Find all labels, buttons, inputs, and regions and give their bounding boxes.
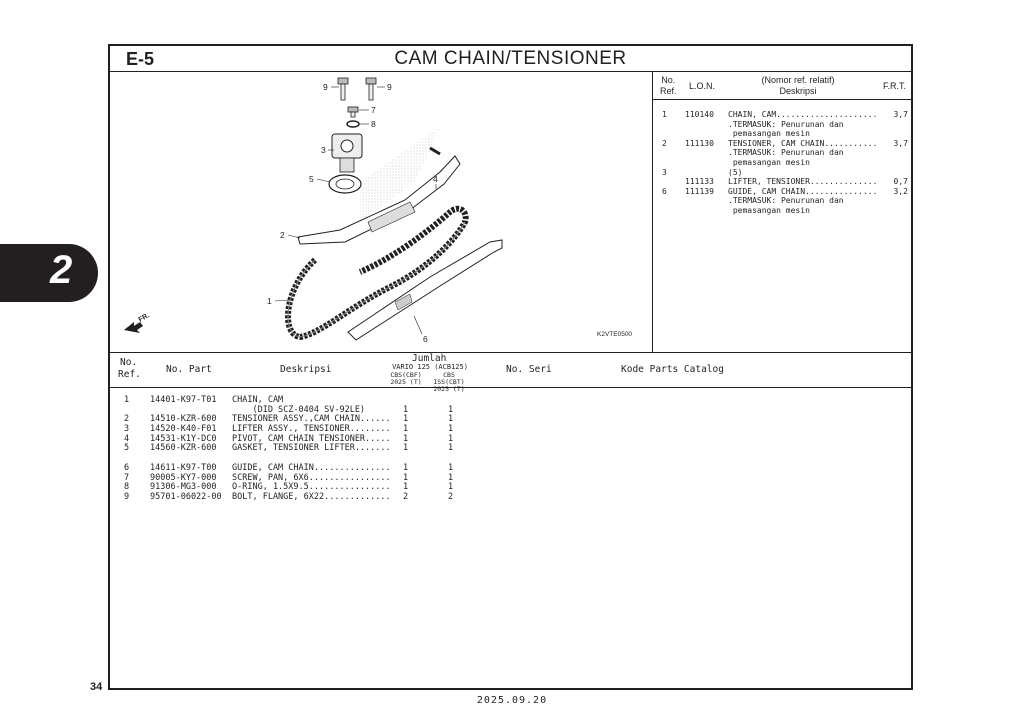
frt-value: 3,7 bbox=[893, 110, 908, 119]
o-ring bbox=[347, 121, 359, 127]
ph-variant-2 bbox=[426, 372, 472, 393]
part-ref: 9 bbox=[124, 491, 130, 502]
table-row bbox=[110, 444, 911, 454]
part-description: O-RING, 1.5X9.5................ bbox=[232, 482, 391, 493]
frt-row bbox=[653, 206, 911, 216]
part-ref: 3 bbox=[124, 424, 130, 435]
part-ref: 5 bbox=[124, 443, 130, 454]
qty-cbs: 1 bbox=[403, 482, 409, 493]
callout-6: 6 bbox=[423, 334, 428, 344]
qty-cbs-iss: 1 bbox=[448, 424, 454, 435]
print-date: 2025.09.20 bbox=[476, 695, 548, 706]
part-ref: 8 bbox=[124, 482, 130, 493]
title-row bbox=[110, 46, 911, 72]
part-ref: 7 bbox=[124, 472, 130, 483]
part-description: LIFTER ASSY., TENSIONER........ bbox=[232, 424, 391, 435]
qty-cbs-iss: 1 bbox=[448, 414, 454, 425]
frt-ref: 1 bbox=[662, 110, 667, 119]
part-number: 14401-K97-T01 bbox=[150, 395, 217, 405]
row-spacer bbox=[110, 454, 911, 464]
part-number: 14531-K1Y-DC0 bbox=[150, 433, 217, 444]
qty-cbs: 1 bbox=[403, 472, 409, 483]
exploded-diagram bbox=[110, 72, 653, 352]
part-ref: 4 bbox=[124, 433, 130, 444]
qty-cbs: 1 bbox=[403, 404, 409, 415]
illustration-code: K2VTE0500 bbox=[597, 331, 633, 338]
qty-cbs-iss: 1 bbox=[448, 472, 454, 483]
table-row bbox=[110, 474, 911, 484]
front-arrow-icon bbox=[124, 312, 151, 333]
ph-model: VARIO 125 (ACB125) bbox=[392, 363, 468, 371]
ph-no: No. bbox=[120, 357, 138, 368]
ph-desc: Deskripsi bbox=[280, 364, 332, 375]
frt-table-body bbox=[653, 110, 911, 216]
ph-v2a: CBS ISS(CBT) bbox=[433, 371, 465, 386]
frt-panel bbox=[653, 72, 911, 352]
part-number: 14520-K40-F01 bbox=[150, 424, 217, 435]
callout-9-right: 9 bbox=[387, 82, 392, 92]
frt-h-no: No. bbox=[661, 75, 676, 85]
part-description: TENSIONER ASSY.,CAM CHAIN...... bbox=[232, 414, 391, 425]
callout-1: 1 bbox=[267, 296, 272, 306]
frt-desc: pemasangan mesin bbox=[728, 129, 810, 139]
part-description: CHAIN, CAM bbox=[232, 395, 284, 405]
frt-header-frt: F.R.T. bbox=[883, 81, 907, 91]
part-ref: 2 bbox=[124, 414, 130, 425]
frt-row bbox=[653, 168, 911, 178]
callout-4: 4 bbox=[433, 174, 438, 184]
ph-catalog: Kode Parts Catalog bbox=[621, 364, 724, 375]
frt-h-desc: Deskripsi bbox=[779, 86, 817, 96]
part-number: 95701-06022-00 bbox=[150, 491, 222, 502]
ph-part: No. Part bbox=[166, 364, 212, 375]
frt-desc: TENSIONER, CAM CHAIN........... bbox=[728, 138, 878, 148]
part-number: 91306-MG3-000 bbox=[150, 482, 217, 493]
frt-value: 0,7 bbox=[893, 177, 908, 187]
frt-desc: pemasangan mesin bbox=[728, 157, 810, 167]
frt-desc: .TERMASUK: Penurunan dan bbox=[728, 119, 844, 129]
part-number: 14510-KZR-600 bbox=[150, 414, 217, 425]
page-number: 34 bbox=[90, 681, 103, 693]
part-ref: 6 bbox=[124, 462, 130, 473]
part-description: (DID SCZ-0404 SV-92LE) bbox=[232, 404, 366, 415]
frt-value: 3,2 bbox=[893, 186, 908, 196]
frt-row bbox=[653, 120, 911, 130]
bolt-right bbox=[366, 78, 376, 100]
page-title: CAM CHAIN/TENSIONER bbox=[394, 48, 627, 69]
ph-serial: No. Seri bbox=[506, 364, 552, 375]
section-tab bbox=[0, 244, 98, 302]
frt-row bbox=[653, 177, 911, 187]
ph-ref: Ref. bbox=[118, 369, 141, 380]
frt-row bbox=[653, 139, 911, 149]
part-ref: 1 bbox=[124, 395, 130, 405]
frt-lon: 111133 bbox=[685, 177, 714, 187]
frt-row bbox=[653, 187, 911, 197]
parts-table-header bbox=[110, 352, 911, 393]
frt-lon: 111139 bbox=[685, 186, 714, 196]
parts-table-body bbox=[110, 396, 911, 503]
part-number: 14560-KZR-600 bbox=[150, 443, 217, 454]
qty-cbs: 1 bbox=[403, 433, 409, 444]
ph-variant-1 bbox=[388, 372, 424, 386]
qty-cbs: 1 bbox=[403, 462, 409, 473]
frt-ref: 2 bbox=[662, 138, 667, 148]
qty-cbs-iss: 1 bbox=[448, 433, 454, 444]
part-description: GUIDE, CAM CHAIN............... bbox=[232, 462, 391, 473]
qty-cbs-iss: 2 bbox=[448, 491, 454, 502]
ph-qty: Jumlah bbox=[412, 353, 447, 364]
part-description: BOLT, FLANGE, 6X22............. bbox=[232, 491, 391, 502]
qty-cbs: 1 bbox=[403, 414, 409, 425]
callout-3: 3 bbox=[321, 145, 326, 155]
part-number: 14611-K97-T00 bbox=[150, 462, 217, 473]
table-row bbox=[110, 483, 911, 493]
tensioner-lifter bbox=[332, 134, 362, 172]
frt-row bbox=[653, 110, 911, 120]
ph-v1a: CBS(CBF) bbox=[390, 371, 422, 379]
frt-row bbox=[653, 129, 911, 139]
qty-cbs: 1 bbox=[403, 424, 409, 435]
diagram-drawing bbox=[110, 72, 651, 352]
catalog-page-frame bbox=[108, 44, 913, 690]
chain-guide bbox=[348, 240, 502, 340]
part-description: PIVOT, CAM CHAIN TENSIONER..... bbox=[232, 433, 391, 444]
qty-cbs: 2 bbox=[403, 491, 409, 502]
callout-8: 8 bbox=[371, 119, 376, 129]
frt-h-desc-top: (Nomor ref. relatif) bbox=[761, 75, 835, 85]
frt-desc: .TERMASUK: Penurunan dan bbox=[728, 196, 844, 206]
frt-header-desc bbox=[733, 75, 863, 97]
section-code: E-5 bbox=[126, 49, 155, 69]
gasket bbox=[329, 175, 361, 193]
frt-row bbox=[653, 158, 911, 168]
section-tab-number: 2 bbox=[50, 248, 73, 292]
frt-h-ref: Ref. bbox=[660, 86, 677, 96]
qty-cbs-iss: 1 bbox=[448, 443, 454, 454]
callout-9-left: 9 bbox=[323, 82, 328, 92]
frt-ref: 6 bbox=[662, 186, 667, 196]
frt-lon: 111130 bbox=[685, 138, 714, 148]
bolt-left bbox=[338, 78, 348, 100]
table-row bbox=[110, 464, 911, 474]
qty-cbs-iss: 1 bbox=[448, 404, 454, 415]
frt-desc: GUIDE, CAM CHAIN............... bbox=[728, 186, 878, 196]
table-row bbox=[110, 396, 911, 406]
ph-v2b: 2025 (T) bbox=[433, 385, 465, 393]
fr-label: FR. bbox=[137, 312, 151, 324]
table-row bbox=[110, 425, 911, 435]
frt-header bbox=[653, 72, 911, 100]
callout-5: 5 bbox=[309, 174, 314, 184]
qty-cbs-iss: 1 bbox=[448, 462, 454, 473]
frt-desc: pemasangan mesin bbox=[728, 205, 810, 215]
pivot bbox=[430, 148, 440, 154]
part-description: GASKET, TENSIONER LIFTER....... bbox=[232, 443, 391, 454]
part-number: 90005-KY7-000 bbox=[150, 472, 217, 483]
table-row bbox=[110, 415, 911, 425]
table-row bbox=[110, 435, 911, 445]
frt-row bbox=[653, 148, 911, 158]
frt-lon: 110140 bbox=[685, 110, 714, 119]
callout-7: 7 bbox=[371, 105, 376, 115]
frt-header-no-ref bbox=[660, 75, 677, 97]
frt-row bbox=[653, 196, 911, 206]
callout-2: 2 bbox=[280, 230, 285, 240]
ph-v1b: 2025 (T) bbox=[390, 378, 422, 386]
frt-value: 3,7 bbox=[893, 138, 908, 148]
frt-header-lon: L.O.N. bbox=[689, 81, 716, 91]
frt-ref: 3 bbox=[662, 167, 667, 177]
table-row bbox=[110, 493, 911, 503]
part-description: SCREW, PAN, 6X6................ bbox=[232, 472, 391, 483]
qty-cbs: 1 bbox=[403, 443, 409, 454]
frt-desc: LIFTER, TENSIONER.............. bbox=[728, 177, 878, 187]
table-row bbox=[110, 406, 911, 416]
qty-cbs-iss: 1 bbox=[448, 482, 454, 493]
frt-desc: CHAIN, CAM..................... bbox=[728, 110, 878, 119]
screw bbox=[348, 107, 358, 117]
frt-desc: .TERMASUK: Penurunan dan bbox=[728, 148, 844, 158]
frt-desc: (5) bbox=[728, 167, 743, 177]
